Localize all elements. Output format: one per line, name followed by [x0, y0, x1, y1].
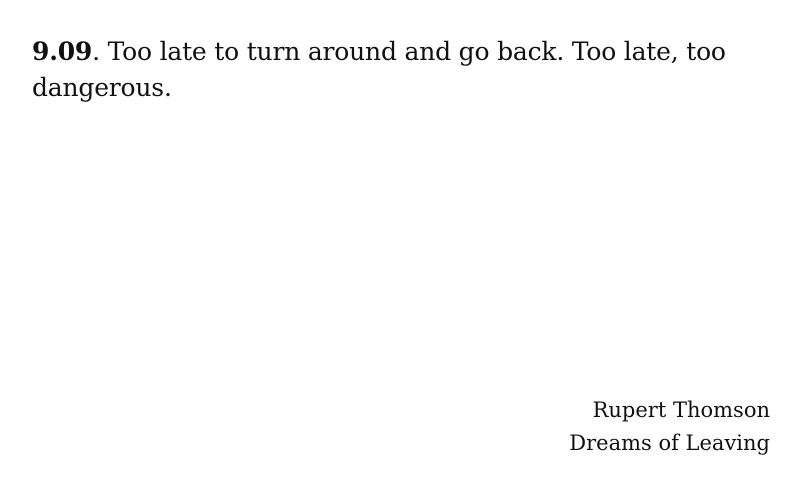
attribution [569, 394, 770, 460]
quote-body: . Too late to turn around and go back. Too late, too dangerous. [32, 37, 726, 102]
quote-text [32, 34, 780, 106]
book-title: Dreams of Leaving [569, 431, 770, 455]
author-name: Rupert Thomson [592, 398, 770, 422]
quote-time: 9.09 [32, 37, 93, 66]
